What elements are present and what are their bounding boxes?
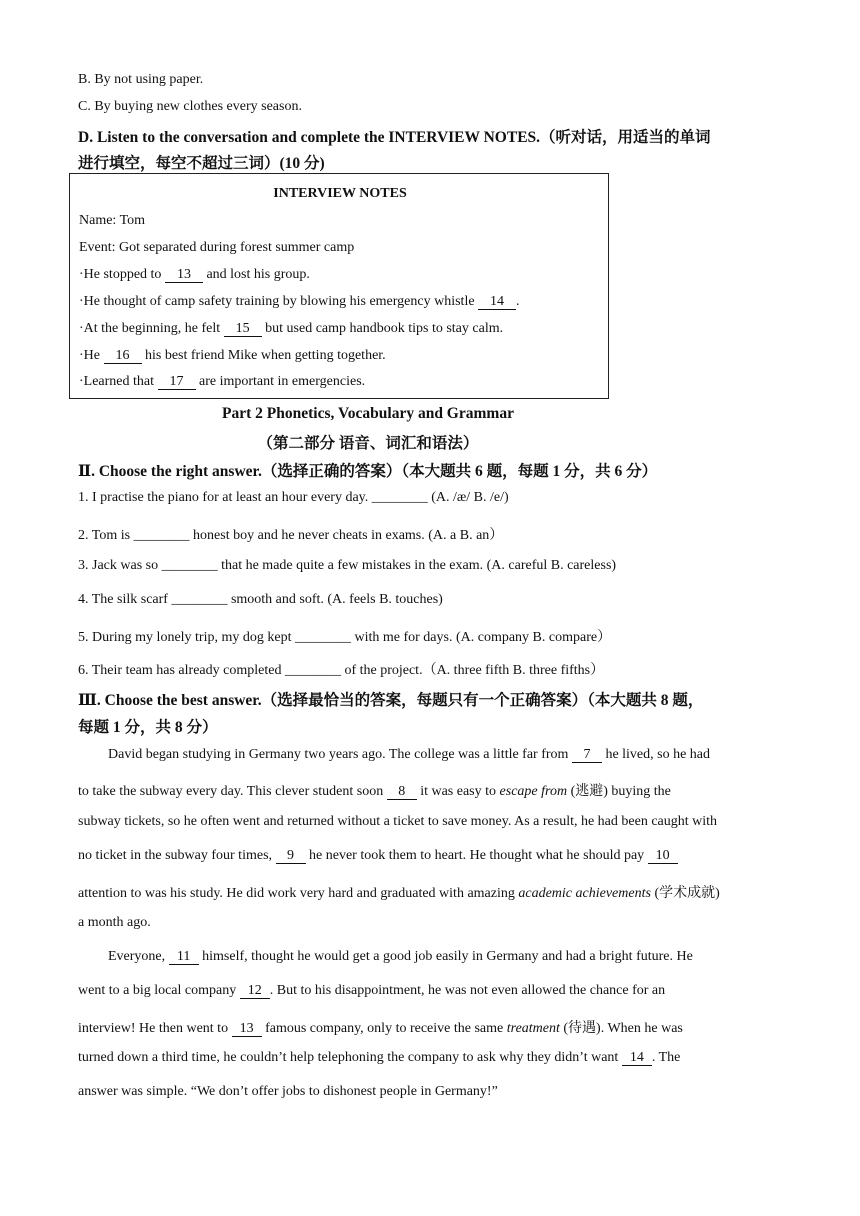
blank-15[interactable]: 15	[224, 322, 262, 337]
notes-item-text: his best friend Mike when getting together.	[141, 348, 386, 363]
blank-16[interactable]: 16	[104, 349, 142, 364]
passage-line	[78, 780, 788, 800]
passage-line	[78, 848, 788, 864]
passage-text: . But to his disappointment, he was not even allowed the chance for an	[269, 983, 666, 998]
part2-title: Part 2 Phonetics, Vocabulary and Grammar	[222, 405, 514, 422]
passage-line: answer was simple. “We don’t offer jobs to dishonest people in Germany!”	[78, 1084, 498, 1099]
passage-line	[108, 747, 818, 763]
notes-item-text: ·He thought of camp safety training by blowing his emergency whistle	[79, 294, 479, 309]
passage-text: Everyone,	[108, 949, 169, 964]
passage-line	[78, 1017, 788, 1037]
blank-13[interactable]: 13	[165, 268, 203, 283]
passage-line	[78, 1050, 788, 1066]
notes-item	[79, 348, 386, 364]
passage-text: . The	[651, 1050, 681, 1065]
interview-notes-box	[69, 173, 609, 399]
passage-text: it was easy to	[416, 784, 500, 799]
blank-10[interactable]: 10	[648, 849, 678, 864]
notes-item-text: ·Learned that	[79, 374, 158, 389]
passage-text: he never took them to heart. He thought what he should pay	[305, 848, 648, 863]
passage-italic: treatment	[506, 1021, 560, 1036]
passage-text: turned down a third time, he couldn’t help telephoning the company to ask why they didn’t want	[78, 1050, 622, 1065]
part2-subtitle: （第二部分 语音、词汇和语法）	[257, 435, 479, 452]
section-d-heading-1: D. Listen to the conversation and complete the INTERVIEW NOTES.（听对话，用适当的单词	[78, 129, 711, 146]
section3-heading-2: 每题 1 分，共 8 分）	[78, 719, 218, 736]
passage-italic: academic achievements	[518, 886, 651, 901]
passage-text: (待遇). When he was	[559, 1021, 683, 1036]
question-3: 3. Jack was so ________ that he made quite a few mistakes in the exam. (A. careful B. careless)	[78, 558, 617, 573]
blank-17[interactable]: 17	[158, 375, 196, 390]
notes-item	[79, 321, 503, 337]
blank-11[interactable]: 11	[169, 950, 199, 965]
notes-item	[79, 267, 310, 283]
notes-item	[79, 294, 520, 310]
passage-text: (学术成就)	[650, 886, 720, 901]
notes-title: INTERVIEW NOTES	[273, 186, 407, 201]
section2-heading: Ⅱ. Choose the right answer.（选择正确的答案）（本大题共 6 题，每题 1 分，共 6 分）	[78, 463, 658, 480]
option-c: C. By buying new clothes every season.	[78, 99, 302, 114]
notes-name: Name: Tom	[79, 213, 146, 228]
passage-text: (逃避) buying the	[567, 784, 671, 799]
notes-item-text: but used camp handbook tips to stay calm.	[261, 321, 504, 336]
passage-text: himself, thought he would get a good job easily in Germany and had a bright future. He	[198, 949, 693, 964]
passage-text: to take the subway every day. This clever student soon	[78, 784, 387, 799]
passage-line	[78, 882, 788, 902]
notes-event: Event: Got separated during forest summer camp	[79, 240, 355, 255]
passage-line	[108, 949, 818, 965]
passage-text: attention to was his study. He did work very hard and graduated with amazing	[78, 886, 519, 901]
question-2: 2. Tom is ________ honest boy and he never cheats in exams. (A. a B. an）	[78, 528, 504, 543]
notes-item-text: ·At the beginning, he felt	[79, 321, 224, 336]
notes-item-text: are important in emergencies.	[195, 374, 366, 389]
passage-text: David began studying in Germany two years ago. The college was a little far from	[108, 747, 572, 762]
question-1: 1. I practise the piano for at least an hour every day. ________ (A. /æ/ B. /e/)	[78, 490, 509, 505]
passage-line: subway tickets, so he often went and returned without a ticket to save money. As a result, he had been caught with	[78, 814, 718, 829]
passage-text: no ticket in the subway four times,	[78, 848, 276, 863]
passage-italic: escape from	[499, 784, 568, 799]
passage-line	[78, 983, 788, 999]
question-4: 4. The silk scarf ________ smooth and soft. (A. feels B. touches)	[78, 592, 443, 607]
blank-9[interactable]: 9	[276, 849, 306, 864]
passage-text: he lived, so he had	[601, 747, 711, 762]
passage-line: a month ago.	[78, 915, 151, 930]
notes-item-text: ·He stopped to	[79, 267, 165, 282]
notes-item	[79, 374, 365, 390]
question-6: 6. Their team has already completed ________ of the project.（A. three fifth B. three fifths）	[78, 663, 605, 678]
blank-8[interactable]: 8	[387, 785, 417, 800]
notes-item-text: and lost his group.	[202, 267, 310, 282]
option-b: B. By not using paper.	[78, 72, 204, 87]
notes-item-text: .	[516, 294, 520, 309]
section3-heading-1: Ⅲ. Choose the best answer.（选择最恰当的答案，每题只有一个正确答案）（本大题共 8 题，	[78, 692, 704, 709]
blank-13[interactable]: 13	[232, 1022, 262, 1037]
question-5: 5. During my lonely trip, my dog kept ________ with me for days. (A. company B. compare）	[78, 630, 612, 645]
passage-text: interview! He then went to	[78, 1021, 232, 1036]
passage-text: went to a big local company	[78, 983, 240, 998]
notes-item-text: ·He	[79, 348, 104, 363]
blank-14[interactable]: 14	[622, 1051, 652, 1066]
blank-14[interactable]: 14	[478, 295, 516, 310]
blank-7[interactable]: 7	[572, 748, 602, 763]
blank-12[interactable]: 12	[240, 984, 270, 999]
section-d-heading-2: 进行填空，每空不超过三词）(10 分)	[78, 155, 325, 172]
passage-text: famous company, only to receive the same	[261, 1021, 507, 1036]
